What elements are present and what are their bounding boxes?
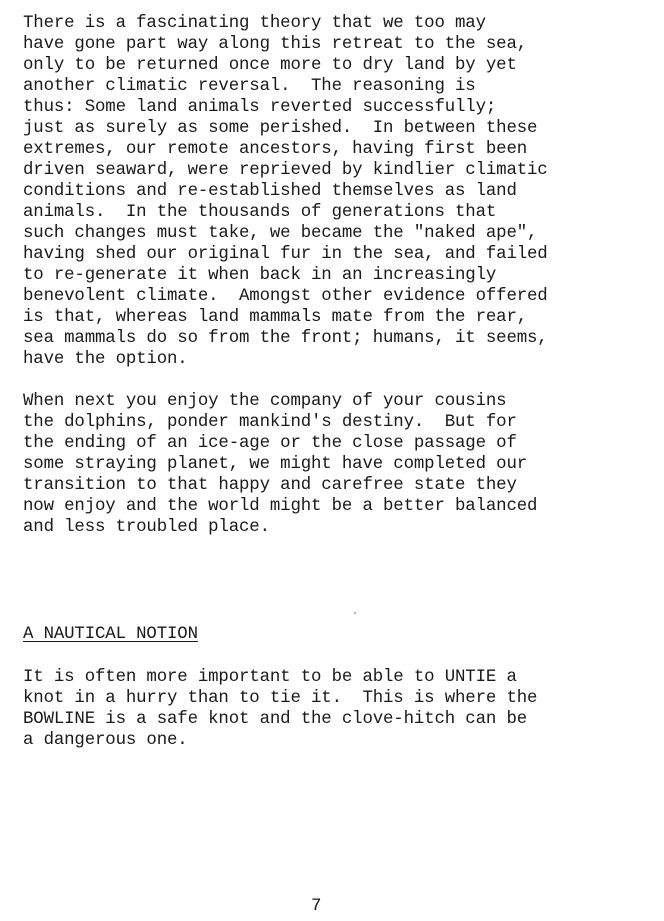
scan-speck bbox=[354, 612, 356, 614]
page-number: 7 bbox=[311, 897, 322, 916]
paragraph-aquatic-theory: There is a fascinating theory that we too may have gone part way along this retreat to the sea, only to be returned once more to dry land by yet another climatic reversal. The reasoning is thus: Some land animals reverted successfully; just as surely as some perished. In between these extremes, our remote ancestors, having first been driven seaward, were reprieved by kindlier climatic conditions and re-established themselves as land animals. In the thousands of generations that such changes must take, we became the "naked ape", having shed our original fur in the sea, and failed to re-generate it when back in an increasingly benevolent climate. Amongst other evidence offered is that, whereas land mammals mate from the rear, sea mammals do so from the front; humans, it seems, have the option. bbox=[23, 14, 548, 369]
paragraph-knots: It is often more important to be able to UNTIE a knot in a hurry than to tie it. This is where the BOWLINE is a safe knot and the clove-hitch can be a dangerous one. bbox=[23, 668, 538, 750]
paragraph-dolphins: When next you enjoy the company of your cousins the dolphins, ponder mankind's destiny. But for the ending of an ice-age or the close passage of some straying planet, we might have completed our transition to that happy and carefree state they now enjoy and the world might be a better balanced and less troubled place. bbox=[23, 392, 538, 537]
section-heading: A NAUTICAL NOTION bbox=[23, 625, 198, 644]
